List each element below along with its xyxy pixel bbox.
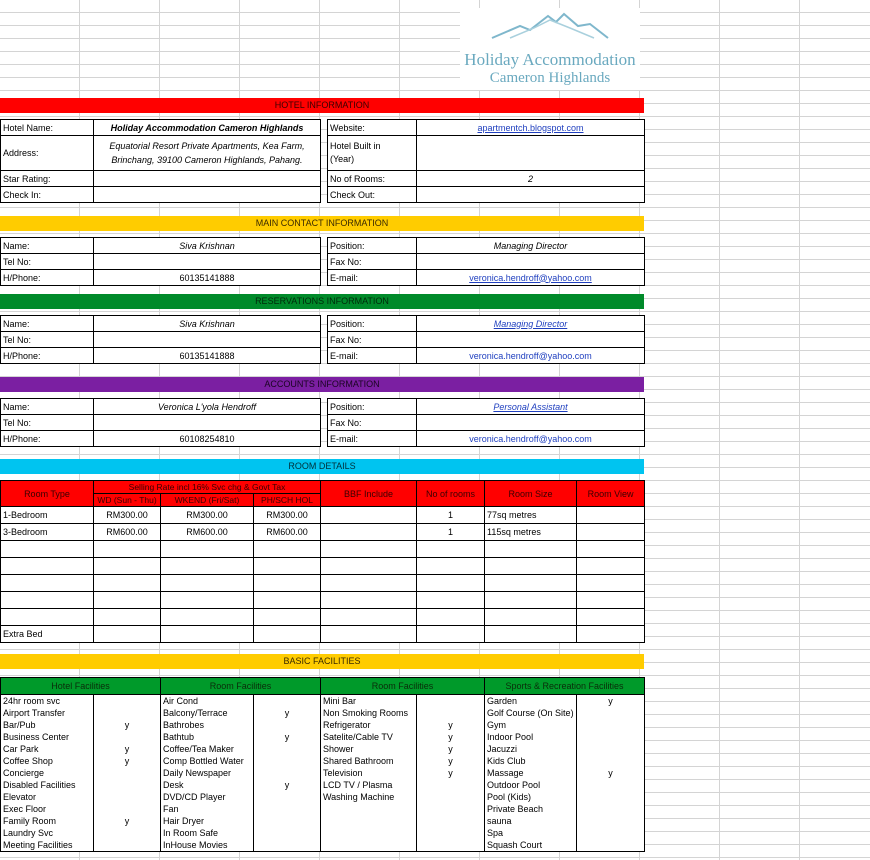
facility-flag: y (254, 779, 321, 791)
facility-flag (417, 791, 485, 803)
contact-position-value: Managing Director (417, 238, 645, 254)
check-in-label: Check In: (1, 187, 94, 203)
facility-flag: y (417, 731, 485, 743)
facility-name: Bathtub (161, 731, 254, 743)
contact-left (0, 237, 321, 286)
facility-name: Television (321, 767, 417, 779)
facility-name: Mini Bar (321, 695, 417, 708)
facility-flag: y (577, 767, 645, 779)
res-name-label: Name: (1, 316, 94, 332)
facility-name: Pool (Kids) (485, 791, 577, 803)
facility-flag (417, 707, 485, 719)
facility-flag (577, 719, 645, 731)
facility-flag: y (94, 743, 161, 755)
facility-flag (577, 803, 645, 815)
contact-hp-value: 60135141888 (94, 270, 321, 286)
col-room-facilities-1: Room Facilities (161, 678, 321, 695)
acc-tel-value (94, 415, 321, 431)
rate-wd-cell: RM600.00 (94, 524, 161, 541)
res-fax-label: Fax No: (328, 332, 417, 348)
facility-flag (94, 791, 161, 803)
list-item (1, 755, 645, 767)
facility-name: Squash Court (485, 839, 577, 852)
col-sports-facilities: Sports & Recreation Facilities (485, 678, 645, 695)
room-size-cell: 77sq metres (485, 507, 577, 524)
facility-name: Garden (485, 695, 577, 708)
contact-name-value: Siva Krishnan (94, 238, 321, 254)
address-label: Address: (1, 136, 94, 171)
res-email-label: E-mail: (328, 348, 417, 364)
facility-name: InHouse Movies (161, 839, 254, 852)
star-rating-label: Star Rating: (1, 171, 94, 187)
facility-flag (94, 707, 161, 719)
facility-name: Air Cond (161, 695, 254, 708)
website-label: Website: (328, 120, 417, 136)
facility-flag (94, 731, 161, 743)
facility-flag: y (254, 731, 321, 743)
facility-name: Shower (321, 743, 417, 755)
acc-position-label: Position: (328, 399, 417, 415)
logo-line1: Holiday Accommodation (464, 50, 636, 69)
facility-flag (94, 803, 161, 815)
logo (460, 8, 640, 90)
facility-flag (94, 827, 161, 839)
address-line2: Brinchang, 39100 Cameron Highlands, Pahang. (111, 155, 303, 165)
acc-tel-label: Tel No: (1, 415, 94, 431)
room-type-cell: 1-Bedroom (1, 507, 94, 524)
empty-row (1, 575, 645, 592)
facility-flag (577, 731, 645, 743)
facility-flag: y (94, 719, 161, 731)
list-item (1, 767, 645, 779)
contact-hp-label: H/Phone: (1, 270, 94, 286)
facility-flag (577, 815, 645, 827)
hotel-name-label: Hotel Name: (1, 120, 94, 136)
rate-wkend-cell: RM300.00 (161, 507, 254, 524)
res-position-label: Position: (328, 316, 417, 332)
facility-name: Coffee Shop (1, 755, 94, 767)
col-room-type: Room Type (1, 481, 94, 507)
col-wkend: WKEND (Fri/Sat) (161, 494, 254, 507)
facility-name: Washing Machine (321, 791, 417, 803)
facility-name: Outdoor Pool (485, 779, 577, 791)
facility-name: Golf Course (On Site) (485, 707, 577, 719)
contact-fax-value (417, 254, 645, 270)
hotel-info-right (327, 119, 645, 203)
list-item (1, 695, 645, 708)
built-label-line2: (Year) (330, 154, 355, 164)
facility-flag (94, 779, 161, 791)
facility-flag: y (94, 755, 161, 767)
col-no-rooms: No of rooms (417, 481, 485, 507)
col-bbf: BBF Include (321, 481, 417, 507)
facilities-table (0, 677, 645, 852)
facility-name: DVD/CD Player (161, 791, 254, 803)
acc-hp-value: 60108254810 (94, 431, 321, 447)
room-view-cell (577, 524, 645, 541)
facility-name: Private Beach (485, 803, 577, 815)
facility-flag (577, 707, 645, 719)
extra-bed-row (1, 626, 645, 643)
facility-flag (577, 827, 645, 839)
col-room-view: Room View (577, 481, 645, 507)
contact-tel-label: Tel No: (1, 254, 94, 270)
bbf-cell (321, 507, 417, 524)
room-details-header: ROOM DETAILS (0, 459, 644, 474)
no-rooms-cell: 1 (417, 524, 485, 541)
check-in-value (94, 187, 321, 203)
res-fax-value (417, 332, 645, 348)
built-value (417, 136, 645, 171)
check-out-label: Check Out: (328, 187, 417, 203)
facility-name (321, 839, 417, 852)
star-rating-value (94, 171, 321, 187)
hotel-name-value: Holiday Accommodation Cameron Highlands (94, 120, 321, 136)
facility-flag (577, 743, 645, 755)
col-selling-rate: Selling Rate incl 16% Svc chg & Govt Tax (94, 481, 321, 494)
facility-name: sauna (485, 815, 577, 827)
contact-email-label: E-mail: (328, 270, 417, 286)
basic-facilities-header: BASIC FACILITIES (0, 654, 644, 669)
list-item (1, 815, 645, 827)
facility-name (321, 827, 417, 839)
facility-name (321, 815, 417, 827)
facility-flag: y (417, 719, 485, 731)
hotel-info-header: HOTEL INFORMATION (0, 98, 644, 113)
facility-flag (417, 695, 485, 708)
facility-name: Business Center (1, 731, 94, 743)
facility-flag (577, 755, 645, 767)
rate-ph-cell: RM600.00 (254, 524, 321, 541)
res-position-value: Managing Director (493, 318, 568, 329)
rooms-count-label: No of Rooms: (328, 171, 417, 187)
facility-flag: y (577, 695, 645, 708)
facility-flag (254, 755, 321, 767)
facility-name: Jacuzzi (485, 743, 577, 755)
facility-name: Comp Bottled Water (161, 755, 254, 767)
facility-flag (417, 839, 485, 852)
facility-name: Refrigerator (321, 719, 417, 731)
contact-fax-label: Fax No: (328, 254, 417, 270)
address-line1: Equatorial Resort Private Apartments, Kea Farm, (109, 141, 305, 151)
acc-name-label: Name: (1, 399, 94, 415)
facility-flag: y (254, 707, 321, 719)
accounts-left (0, 398, 321, 447)
empty-row (1, 541, 645, 558)
facility-flag (577, 779, 645, 791)
facility-flag (417, 803, 485, 815)
reservations-left (0, 315, 321, 364)
facility-flag (254, 815, 321, 827)
facility-flag (254, 827, 321, 839)
facility-flag: y (94, 815, 161, 827)
room-size-cell: 115sq metres (485, 524, 577, 541)
reservations-header: RESERVATIONS INFORMATION (0, 294, 644, 309)
facility-name: Kids Club (485, 755, 577, 767)
bbf-cell (321, 524, 417, 541)
res-hp-label: H/Phone: (1, 348, 94, 364)
facility-name: Shared Bathroom (321, 755, 417, 767)
facility-flag (94, 767, 161, 779)
empty-row (1, 609, 645, 626)
contact-name-label: Name: (1, 238, 94, 254)
facility-name: Balcony/Terrace (161, 707, 254, 719)
facility-flag (94, 695, 161, 708)
facility-flag (254, 743, 321, 755)
empty-row (1, 592, 645, 609)
facility-name: Non Smoking Rooms (321, 707, 417, 719)
rooms-count-value: 2 (417, 171, 645, 187)
list-item (1, 743, 645, 755)
acc-name-value: Veronica L'yola Hendroff (94, 399, 321, 415)
facilities-body (1, 695, 645, 852)
accounts-header: ACCOUNTS INFORMATION (0, 377, 644, 392)
acc-position-value: Personal Assistant (493, 401, 568, 412)
list-item (1, 791, 645, 803)
accounts-right (327, 398, 645, 447)
list-item (1, 731, 645, 743)
facility-flag (417, 827, 485, 839)
facility-name: Meeting Facilities (1, 839, 94, 852)
facility-name: Bathrobes (161, 719, 254, 731)
contact-right (327, 237, 645, 286)
main-contact-header: MAIN CONTACT INFORMATION (0, 216, 644, 231)
facility-name: Laundry Svc (1, 827, 94, 839)
logo-line2: Cameron Highlands (489, 70, 611, 86)
facility-flag (254, 803, 321, 815)
col-wd: WD (Sun - Thu) (94, 494, 161, 507)
list-item (1, 839, 645, 852)
facility-name: Satelite/Cable TV (321, 731, 417, 743)
facility-flag (254, 767, 321, 779)
facility-name: Family Room (1, 815, 94, 827)
facility-name: Indoor Pool (485, 731, 577, 743)
col-room-facilities-2: Room Facilities (321, 678, 485, 695)
facility-name (321, 803, 417, 815)
facility-flag (577, 791, 645, 803)
hotel-info-left (0, 119, 321, 203)
website-link[interactable]: apartmentch.blogspot.com (477, 122, 584, 133)
rate-ph-cell: RM300.00 (254, 507, 321, 524)
facility-name: Concierge (1, 767, 94, 779)
rate-wkend-cell: RM600.00 (161, 524, 254, 541)
list-item (1, 827, 645, 839)
facility-flag (254, 719, 321, 731)
facility-name: Exec Floor (1, 803, 94, 815)
facility-flag: y (417, 767, 485, 779)
room-details-table (0, 480, 645, 643)
facility-name: Massage (485, 767, 577, 779)
built-label-line1: Hotel Built in (330, 141, 381, 151)
contact-tel-value (94, 254, 321, 270)
facility-flag (254, 791, 321, 803)
list-item (1, 779, 645, 791)
facility-name: Daily Newspaper (161, 767, 254, 779)
facility-name: Elevator (1, 791, 94, 803)
extra-bed-label: Extra Bed (1, 626, 94, 643)
room-view-cell (577, 507, 645, 524)
table-row (1, 507, 645, 524)
facility-name: Spa (485, 827, 577, 839)
facility-name: Fan (161, 803, 254, 815)
facility-name: Car Park (1, 743, 94, 755)
facility-name: Coffee/Tea Maker (161, 743, 254, 755)
facility-name: Airport Transfer (1, 707, 94, 719)
room-type-cell: 3-Bedroom (1, 524, 94, 541)
contact-position-label: Position: (328, 238, 417, 254)
facility-name: Disabled Facilities (1, 779, 94, 791)
contact-email-link[interactable]: veronica.hendroff@yahoo.com (469, 272, 592, 283)
mountain-logo-icon (490, 10, 610, 42)
rate-wd-cell: RM300.00 (94, 507, 161, 524)
acc-email-label: E-mail: (328, 431, 417, 447)
facility-name: Bar/Pub (1, 719, 94, 731)
list-item (1, 719, 645, 731)
table-row (1, 524, 645, 541)
res-tel-label: Tel No: (1, 332, 94, 348)
res-email-link[interactable]: veronica.hendroff@yahoo.com (469, 350, 592, 361)
facility-flag (577, 839, 645, 852)
col-room-size: Room Size (485, 481, 577, 507)
check-out-value (417, 187, 645, 203)
col-ph: PH/SCH HOL (254, 494, 321, 507)
acc-email-link[interactable]: veronica.hendroff@yahoo.com (469, 433, 592, 444)
facility-flag (417, 779, 485, 791)
list-item (1, 707, 645, 719)
res-hp-value: 60135141888 (94, 348, 321, 364)
list-item (1, 803, 645, 815)
facility-flag (254, 839, 321, 852)
empty-row (1, 558, 645, 575)
facility-flag (254, 695, 321, 708)
facility-name: Desk (161, 779, 254, 791)
res-name-value: Siva Krishnan (94, 316, 321, 332)
facility-name: 24hr room svc (1, 695, 94, 708)
res-tel-value (94, 332, 321, 348)
acc-hp-label: H/Phone: (1, 431, 94, 447)
facility-flag: y (417, 743, 485, 755)
facility-flag (417, 815, 485, 827)
no-rooms-cell: 1 (417, 507, 485, 524)
facility-name: Gym (485, 719, 577, 731)
facility-flag (94, 839, 161, 852)
reservations-right (327, 315, 645, 364)
facility-name: LCD TV / Plasma (321, 779, 417, 791)
facility-name: In Room Safe (161, 827, 254, 839)
acc-fax-value (417, 415, 645, 431)
facility-flag: y (417, 755, 485, 767)
col-hotel-facilities: Hotel Facilities (1, 678, 161, 695)
acc-fax-label: Fax No: (328, 415, 417, 431)
facility-name: Hair Dryer (161, 815, 254, 827)
